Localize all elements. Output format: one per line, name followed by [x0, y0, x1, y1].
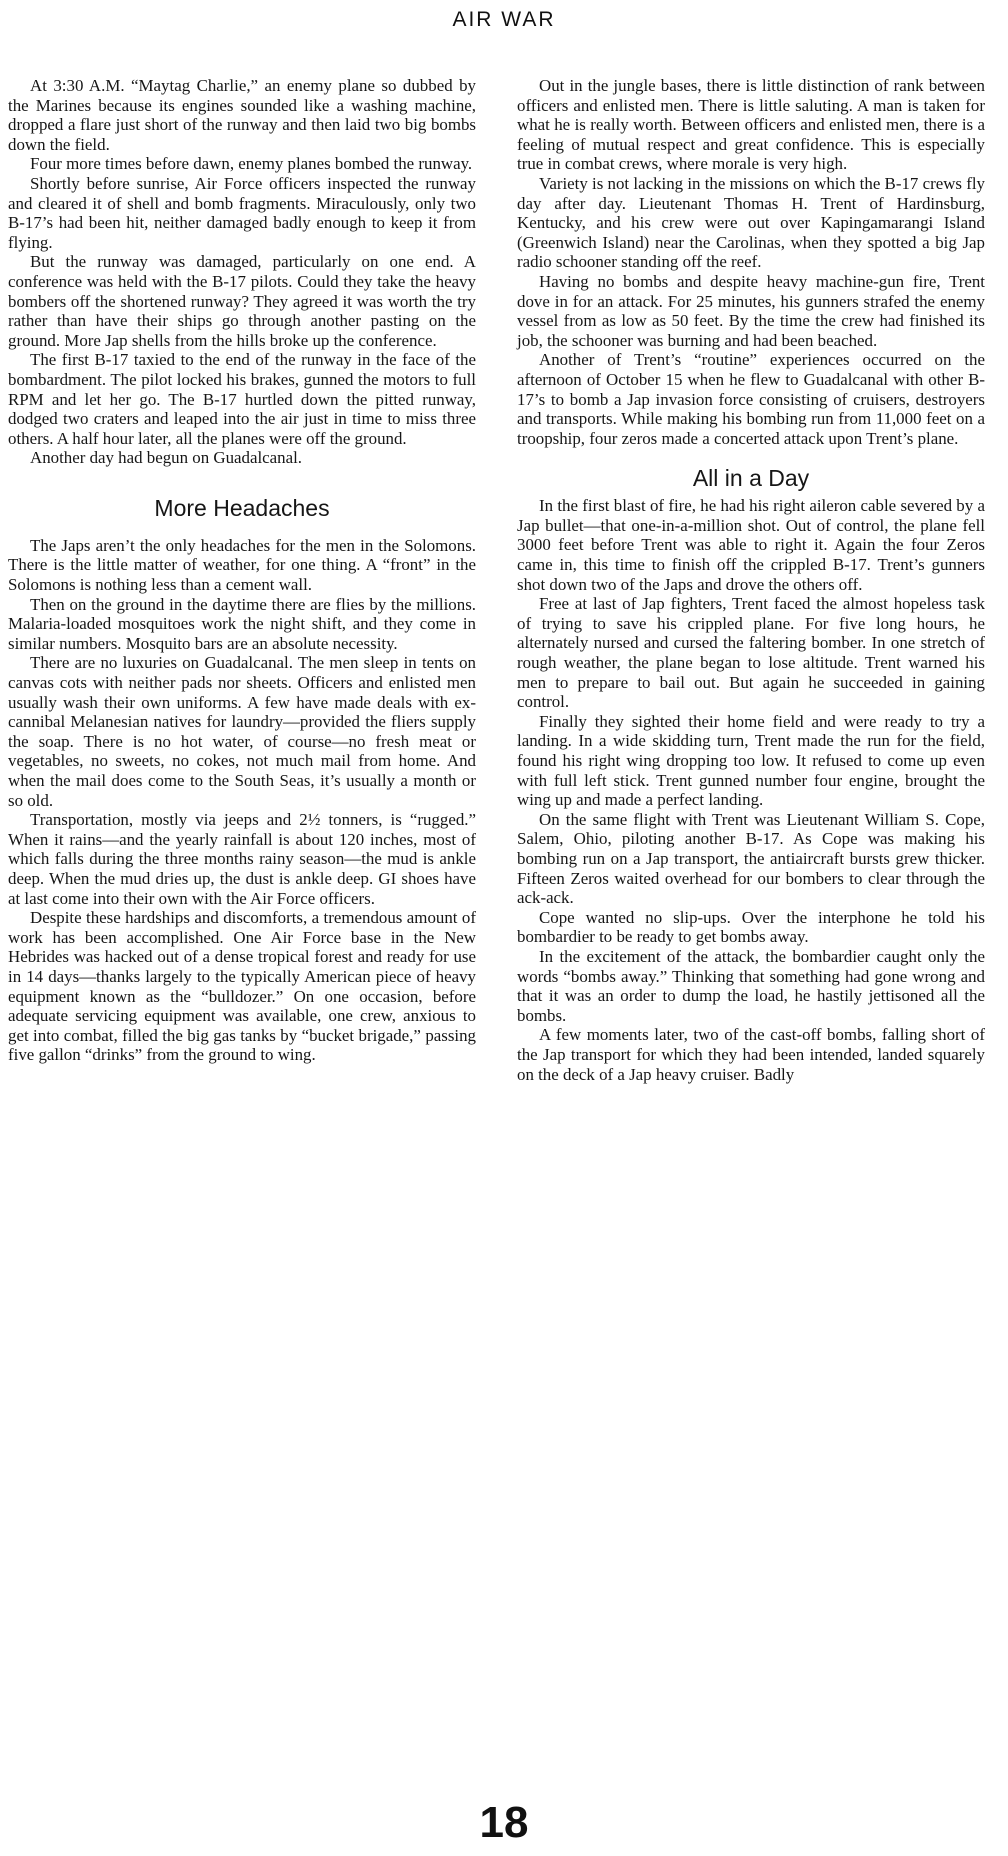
section-heading-more-headaches: More Headaches	[154, 494, 330, 521]
paragraph: Shortly before sunrise, Air Force officers inspected the runway and cleared it of shell and bomb fragments. Miraculously, only two B-17’s had been hit, neither damaged badly enough to keep it from flying.	[8, 173, 476, 252]
paragraph: But the runway was damaged, particularly on one end. A conference was held with the B-17 pilots. Could they take the heavy bombers off the shortened runway? They agreed it was worth the try rather than have their ships go through another pasting on the ground. More Jap shells from the hills broke up the conference.	[8, 252, 476, 350]
paragraph: Finally they sighted their home field and were ready to try a landing. In a wide skidding turn, Trent made the run for the field, found his right wing dropping too low. It refused to come up even with full left stick. Trent gunned number four engine, brought the wing up and made a perfect landing.	[517, 711, 985, 810]
paragraph: In the first blast of fire, he had his right aileron cable severed by a Jap bullet—that one-in-a-million shot. Out of control, the plane fell 3000 feet before Trent was able to right it. Again the four Zeros came in, this time to finish off the crippled B-17. Trent’s gunners shot down two of the Japs and drove the others off.	[517, 496, 985, 594]
running-head-title: AIR WAR	[452, 8, 556, 31]
paragraph: A few moments later, two of the cast-off bombs, falling short of the Jap transport for which they had been intended, landed squarely on the deck of a Jap heavy cruiser. Badly	[517, 1025, 985, 1084]
paragraph: Four more times before dawn, enemy planes bombed the runway.	[30, 154, 473, 174]
paragraph: In the excitement of the attack, the bombardier caught only the words “bombs away.” Thinking that something had gone wrong and that it was an order to dump the load, he hastily jettisoned all the bombs.	[517, 946, 985, 1025]
paragraph: Having no bombs and despite heavy machine-gun fire, Trent dove in for an attack. For 25 minutes, his gunners strafed the enemy vessel from as low as 50 feet. By the time the crew had finished its job, the schooner was burning and had been beached.	[517, 271, 985, 350]
paragraph: On the same flight with Trent was Lieutenant William S. Cope, Salem, Ohio, piloting another B-17. As Cope was making his bombing run on a Jap transport, the antiaircraft bursts grew thicker. Fifteen Zeros waited overhead for our bombers to clear through the ack-ack.	[517, 809, 985, 908]
section-heading-all-in-a-day: All in a Day	[692, 465, 810, 492]
paragraph: At 3:30 A.M. “Maytag Charlie,” an enemy plane so dubbed by the Marines because its engines sounded like a washing machine, dropped a flare just short of the runway and then laid two big bombs down the field.	[8, 76, 476, 154]
paragraph: Out in the jungle bases, there is little distinction of rank between officers and enlisted men. There is little saluting. A man is taken for what he is really worth. Between officers and enlisted men, there is a feeling of mutual respect and great confidence. This is especially true in combat crews, where morale is very high.	[517, 76, 985, 174]
paragraph: The Japs aren’t the only headaches for the men in the Solomons. There is the little matter of weather, for one thing. A “front” in the Solomons is nothing less than a cement wall.	[8, 535, 476, 595]
left-column	[8, 76, 476, 1065]
paragraph: Free at last of Jap fighters, Trent faced the almost hopeless task of trying to save his crippled plane. For five long hours, he alternately nursed and cursed the faltering bomber. In one stretch of rough weather, the plane began to lose altitude. Trent warned his men to prepare to bail out. But again he succeeded in gaining control.	[517, 594, 985, 712]
paragraph: Variety is not lacking in the missions on which the B-17 crews fly day after day. Lieutenant Thomas H. Trent of Hardinsburg, Kentucky, and his crew were out over Kapingamarangi Island (Greenwich Island) near the Carolinas, when they spotted a big Jap radio schooner standing off the reef.	[517, 173, 985, 272]
paragraph: Cope wanted no slip-ups. Over the interphone he told his bombardier to be ready to get bombs away.	[517, 907, 985, 947]
paragraph: Another of Trent’s “routine” experiences occurred on the afternoon of October 15 when he flew to Guadalcanal with other B-17’s to bomb a Jap invasion force consisting of cruisers, destroyers and transports. While making his bombing run from 11,000 feet on a troopship, four zeros made a concerted attack upon Trent’s plane.	[517, 350, 985, 448]
paragraph: Transportation, mostly via jeeps and 2½ tonners, is “rugged.” When it rains—and the yearly rainfall is about 120 inches, most of which falls during the three months rainy season—the mud is ankle deep. When the mud dries up, the dust is ankle deep. GI shoes have at last come into their own with the Air Force officers.	[8, 810, 476, 908]
right-column	[517, 76, 985, 1084]
paragraph: The first B-17 taxied to the end of the runway in the face of the bombardment. The pilot locked his brakes, gunned the motors to full RPM and let her go. The B-17 hurtled down the pitted runway, dodged two craters and leaped into the air just in time to miss three others. A half hour later, all the planes were off the ground.	[8, 350, 476, 448]
paragraph: Then on the ground in the daytime there are flies by the millions. Malaria-loaded mosquitoes work the night shift, and they come in similar numbers. Mosquito bars are an absolute necessity.	[8, 594, 476, 653]
paragraph: There are no luxuries on Guadalcanal. The men sleep in tents on canvas cots with neither pads nor sheets. Officers and enlisted men usually wash their own uniforms. A few have made deals with ex-cannibal Melanesian natives for laundry—provided the fliers supply the soap. There is no hot water, of course—no fresh meat or vegetables, no sweets, no cokes, not much mail from home. And when the mail does come to the South Seas, it’s usually a month or so old.	[8, 653, 476, 810]
paragraph: Another day had begun on Guadalcanal.	[30, 448, 303, 468]
paragraph: Despite these hardships and discomforts, a tremendous amount of work has been accomplished. One Air Force base in the New Hebrides was hacked out of a dense tropical forest and ready for use in 14 days—thanks largely to the typically American piece of heavy equipment known as the “bulldozer.” On one occasion, before adequate servicing equipment was available, one crew, anxious to get into combat, filled the big gas tanks by “bucket brigade,” passing five gallon “drinks” from the ground to wing.	[8, 908, 476, 1065]
page-number: 18	[479, 1798, 529, 1847]
